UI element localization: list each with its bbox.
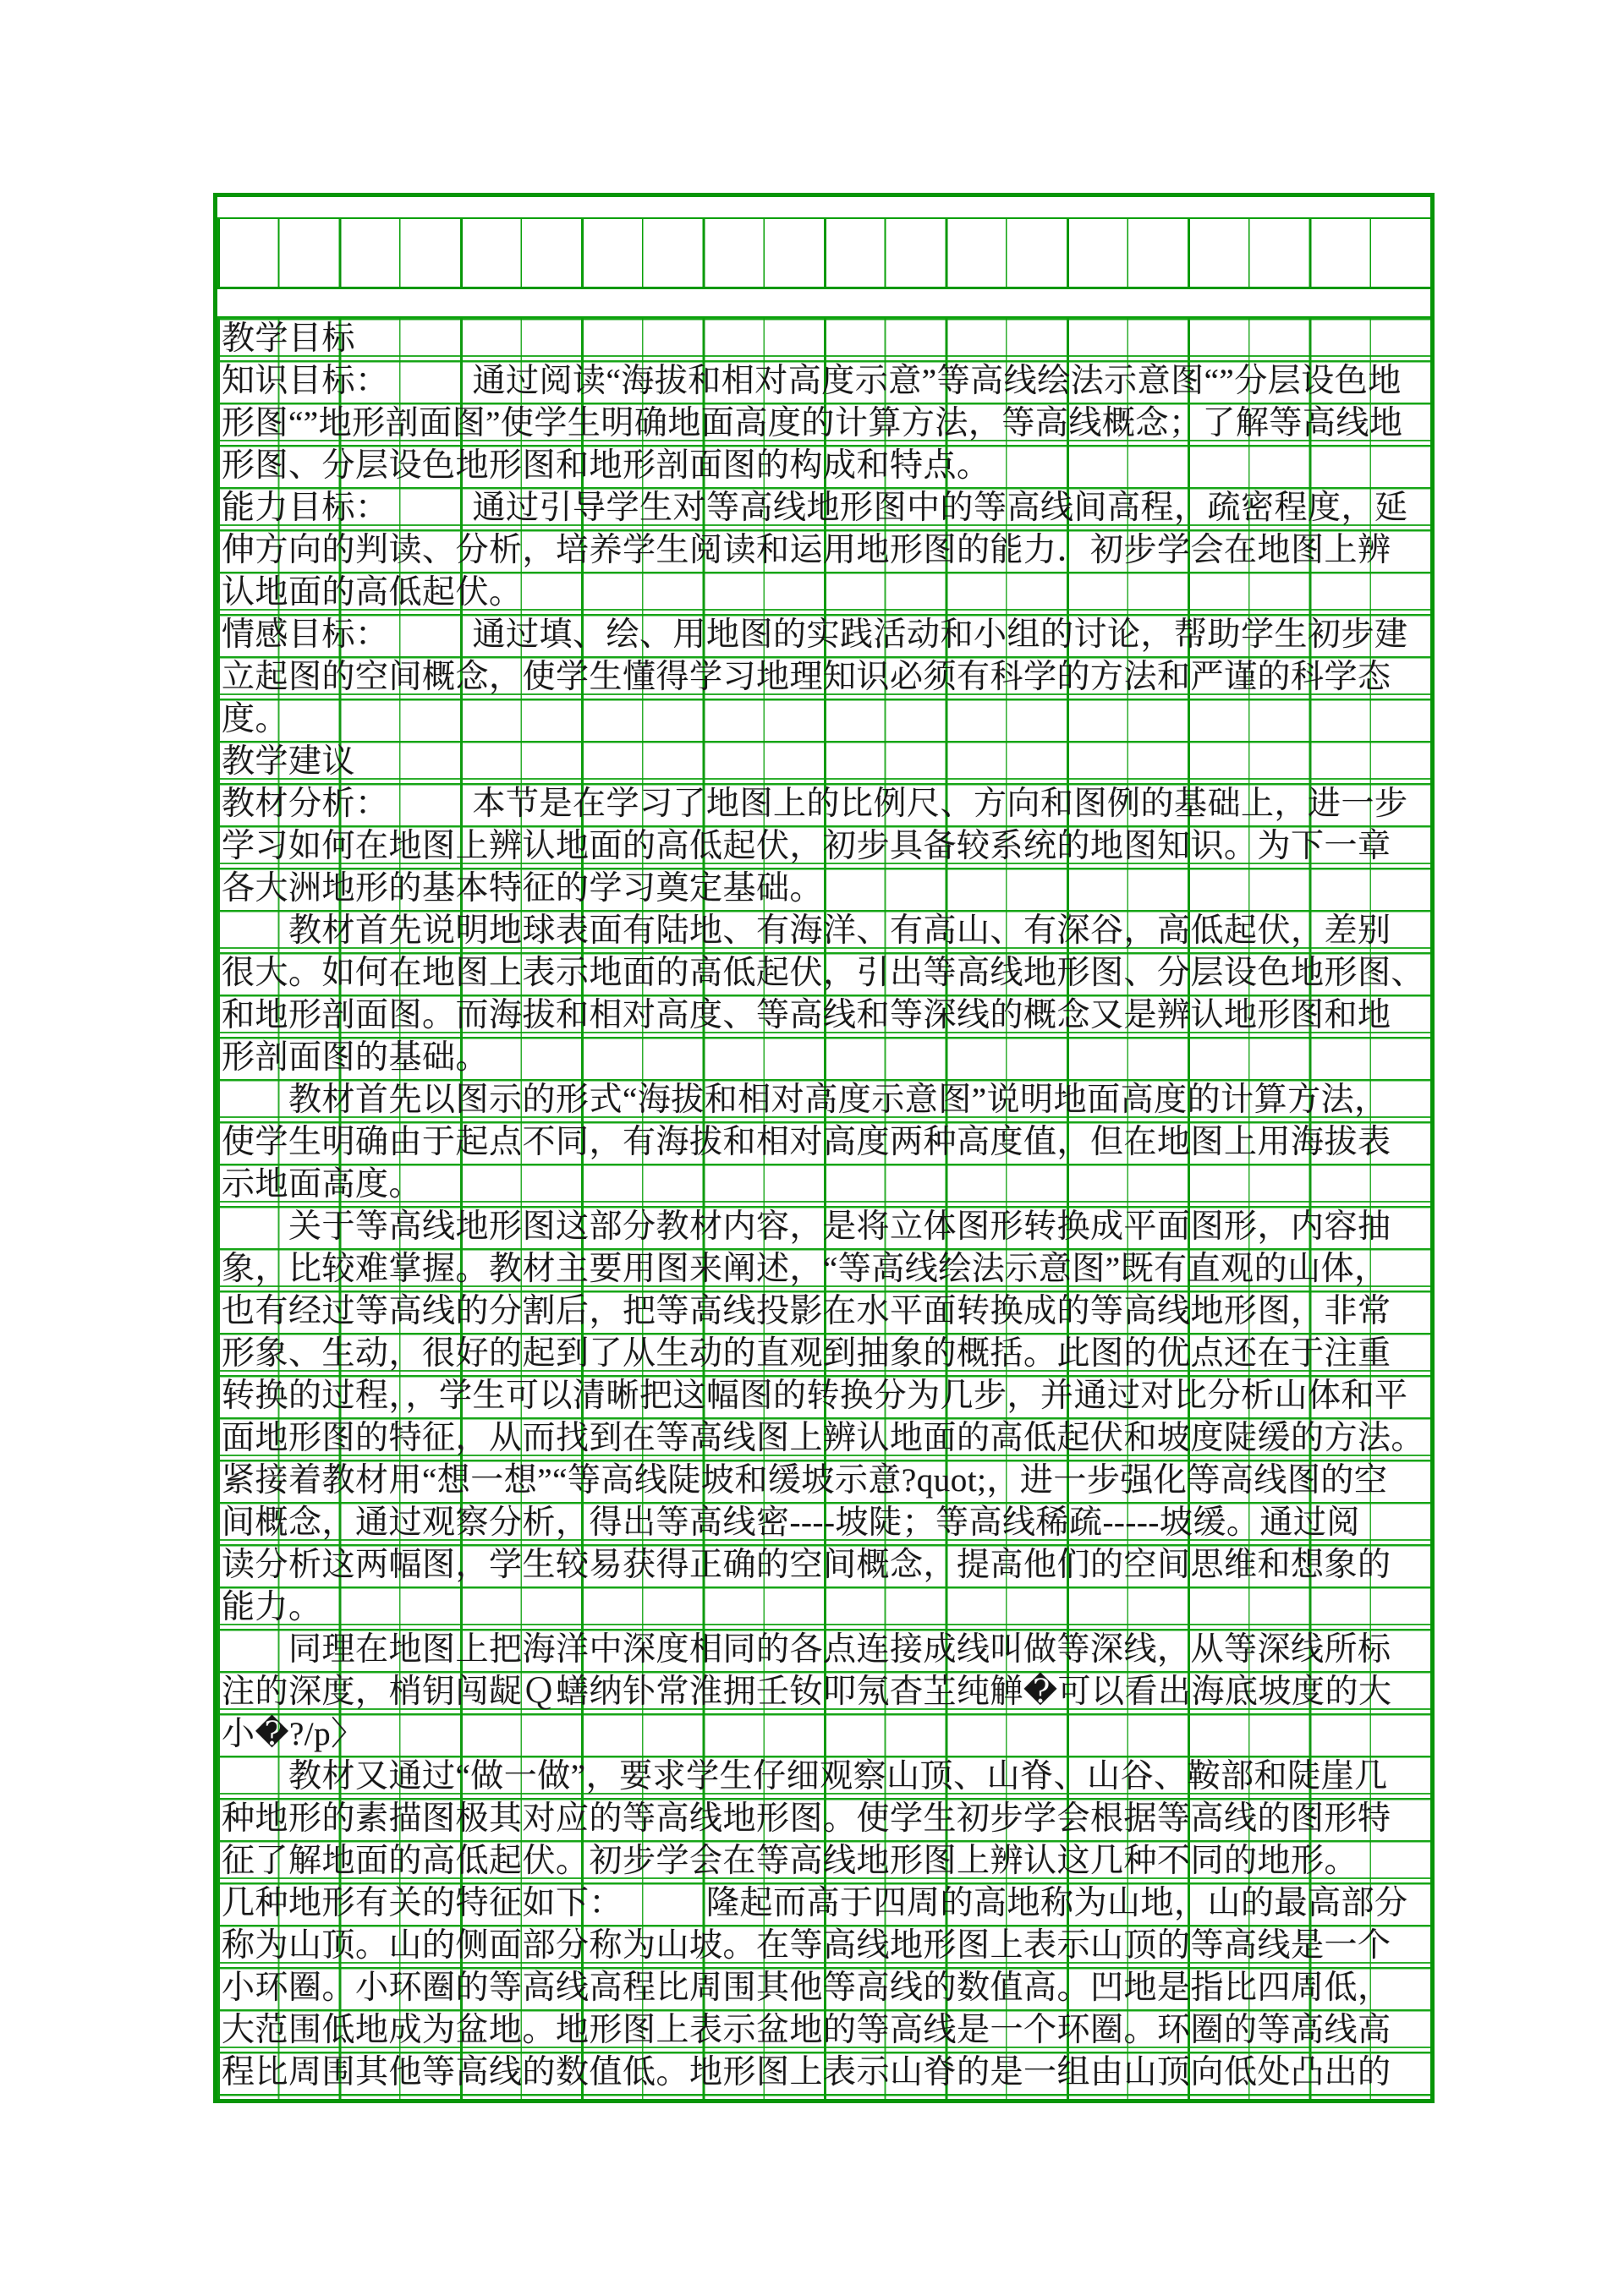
text-line: 学习如何在地图上辨认地面的高低起伏，初步具备较系统的地图知识。为下一章: [222, 828, 1391, 864]
text-line: 小�?/p〉: [222, 1716, 365, 1752]
text-line: 教学目标: [222, 321, 356, 357]
text-line: 注的深度，梢钥闯龊Ｑ蟮纳钋常淮拥壬钕叩氖杳芏纯觯�可以看出海底坡度的大: [222, 1674, 1392, 1710]
text-line: 很大。如何在地图上表示地面的高低起伏，引出等高线地形图、分层设色地形图、: [222, 955, 1425, 991]
text-line: 象，比较难掌握。教材主要用图来阐述，“等高线绘法示意图”既有直观的山体，: [222, 1251, 1388, 1287]
text-line: 面地形图的特征，从而找到在等高线图上辨认地面的高低起伏和坡度陡缓的方法。: [222, 1420, 1425, 1456]
document-text-grid: [217, 318, 1430, 2099]
text-line: 也有经过等高线的分割后，把等高线投影在水平面转换成的等高线地形图，非常: [222, 1293, 1391, 1329]
text-line: 教材首先以图示的形式“海拔和相对高度示意图”说明地面高度的计算方法，: [222, 1082, 1388, 1118]
text-line: 形图“”地形剖面图”使学生明确地面高度的计算方法，等高线概念；了解等高线地: [222, 405, 1403, 441]
text-line: 教学建议: [222, 743, 356, 780]
text-line: 种地形的素描图极其对应的等高线地形图。使学生初步学会根据等高线的图形特: [222, 1800, 1391, 1837]
text-line: 认地面的高低起伏。: [222, 574, 523, 611]
text-line: 程比周围其他等高线的数值低。地形图上表示山脊的是一组由山顶向低处凸出的: [222, 2054, 1391, 2091]
text-line: 小环圈。小环圈的等高线高程比周围其他等高线的数值高。凹地是指比四周低，: [222, 1970, 1391, 2006]
text-line: 征了解地面的高低起伏。初步学会在等高线地形图上辨认这几种不同的地形。: [222, 1843, 1358, 1879]
text-line: 大范围低地成为盆地。地形图上表示盆地的等高线是一个环圈。环圈的等高线高: [222, 2012, 1391, 2048]
table-row-empty-narrow: [217, 197, 1430, 219]
text-line: 形象、生动，很好的起到了从生动的直观到抽象的概括。此图的优点还在于注重: [222, 1335, 1391, 1372]
text-line: 教材又通过“做一做”，要求学生仔细观察山顶、山脊、山谷、鞍部和陡崖几: [222, 1758, 1388, 1795]
text-line: 教材首先说明地球表面有陆地、有海洋、有高山、有深谷，高低起伏，差别: [222, 912, 1391, 949]
text-line: 各大洲地形的基本特征的学习奠定基础。: [222, 870, 824, 907]
table-row-empty-cells: [217, 219, 1430, 289]
text-line: 能力目标： 通过引导学生对等高线地形图中的等高线间高程，疏密程度，延: [222, 490, 1408, 526]
text-line: 使学生明确由于起点不同，有海拔和相对高度两种高度值，但在地图上用海拔表: [222, 1124, 1391, 1160]
text-line: 间概念，通过观察分析，得出等高线密----坡陡；等高线稀疏-----坡缓。通过阅: [222, 1504, 1360, 1541]
table-row-empty-gap: [217, 289, 1430, 318]
text-line: 几种地形有关的特征如下： 隆起而高于四周的高地称为山地，山的最高部分: [222, 1885, 1408, 1921]
text-line: 同理在地图上把海洋中深度相同的各点连接成线叫做等深线，从等深线所标: [222, 1631, 1391, 1668]
text-line: 转换的过程，，学生可以清晰把这幅图的转换分为几步，并通过对比分析山体和平: [222, 1378, 1408, 1414]
document-table: [213, 193, 1435, 2103]
text-line: 紧接着教材用“想一想”“等高线陡坡和缓坡示意?quot;，进一步强化等高线图的空: [222, 1462, 1388, 1499]
text-line: 关于等高线地形图这部分教材内容，是将立体图形转换成平面图形，内容抽: [222, 1208, 1391, 1245]
text-line: 立起图的空间概念，使学生懂得学习地理知识必须有科学的方法和严谨的科学态: [222, 659, 1391, 695]
text-line: 和地形剖面图。而海拔和相对高度、等高线和等深线的概念又是辨认地形图和地: [222, 997, 1391, 1033]
text-line: 度。: [222, 701, 289, 737]
text-line: 能力。: [222, 1589, 322, 1625]
text-line: 示地面高度。: [222, 1166, 423, 1203]
text-line: 伸方向的判读、分析，培养学生阅读和运用地形图的能力．初步学会在地图上辨: [222, 532, 1391, 568]
text-line: 教材分析： 本节是在学习了地图上的比例尺、方向和图例的基础上，进一步: [222, 786, 1408, 822]
text-line: 称为山顶。山的侧面部分称为山坡。在等高线地形图上表示山顶的等高线是一个: [222, 1927, 1391, 1964]
text-line: 读分析这两幅图，学生较易获得正确的空间概念，提高他们的空间思维和想象的: [222, 1547, 1391, 1583]
text-line: 形剖面图的基础。: [222, 1039, 490, 1076]
text-line: 知识目标： 通过阅读“海拔和相对高度示意”等高线绘法示意图“”分层设色地: [222, 363, 1402, 399]
text-line: 形图、分层设色地形图和地形剖面图的构成和特点。: [222, 447, 990, 484]
text-line: 情感目标： 通过填、绘、用地图的实践活动和小组的讨论，帮助学生初步建: [222, 616, 1408, 653]
